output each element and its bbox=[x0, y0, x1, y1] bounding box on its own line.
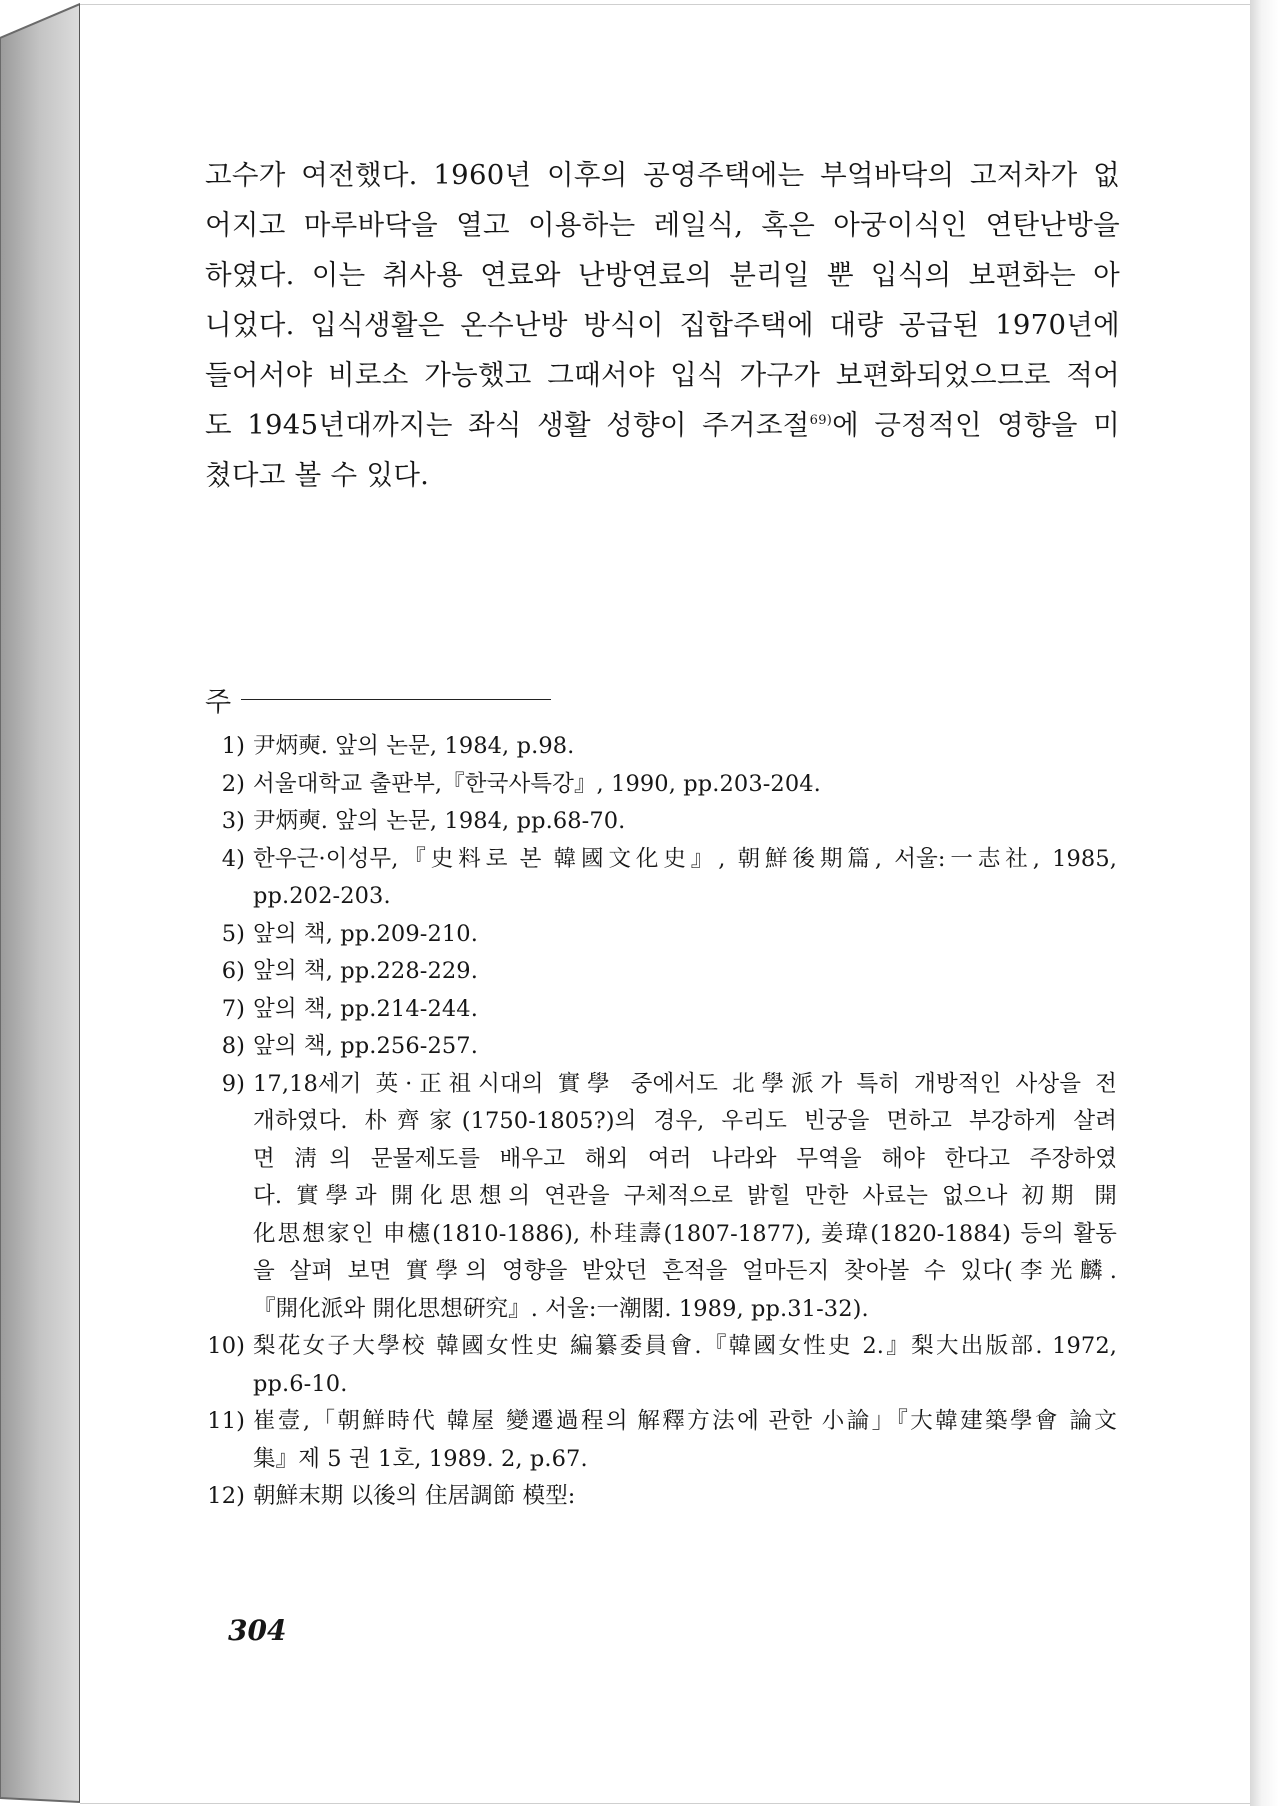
note-item bbox=[205, 1478, 1117, 1516]
body-line: 들어서야 비로소 가능했고 그때서야 입식 가구가 보편화되었으므로 적어 bbox=[205, 359, 1120, 391]
note-line: 다. 實學과 開化思想의 연관을 구체적으로 밝힐 만한 사료는 없으나 初期 開 bbox=[253, 1183, 1117, 1209]
book-spine bbox=[0, 0, 80, 1806]
body-line-part: 도 1945년대까지는 좌식 생활 성향이 주거조절 bbox=[205, 409, 810, 441]
note-line: 서울대학교 출판부,『한국사특강』, 1990, pp.203-204. bbox=[253, 770, 821, 797]
notes-list bbox=[205, 728, 1117, 1516]
note-item bbox=[205, 916, 1117, 954]
note-line: 앞의 책, pp.256-257. bbox=[253, 1033, 478, 1059]
footnote-ref: 69) bbox=[809, 412, 833, 428]
note-number: 6) bbox=[221, 958, 245, 984]
body-line-with-footnote bbox=[205, 400, 1120, 450]
body-line: 어지고 마루바닥을 열고 이용하는 레일식, 혹은 아궁이식인 연탄난방을 bbox=[205, 209, 1120, 241]
note-item bbox=[205, 766, 1117, 804]
note-item bbox=[205, 1403, 1117, 1478]
notes-heading bbox=[205, 680, 551, 719]
note-number: 12) bbox=[207, 1483, 245, 1509]
note-number: 4) bbox=[221, 845, 245, 872]
note-line: 앞의 책, pp.209-210. bbox=[253, 920, 478, 947]
note-number: 7) bbox=[221, 995, 245, 1022]
note-item bbox=[205, 728, 1117, 766]
note-item bbox=[205, 841, 1117, 916]
note-item bbox=[205, 1328, 1117, 1403]
note-item bbox=[205, 1066, 1117, 1329]
note-item bbox=[205, 953, 1117, 991]
note-number: 11) bbox=[207, 1408, 245, 1434]
note-line: 개하였다. 朴齊家(1750-1805?)의 경우, 우리도 빈궁을 면하고 부강하게 살려 bbox=[253, 1108, 1117, 1134]
note-line: 앞의 책, pp.228-229. bbox=[253, 958, 478, 984]
body-line: 쳤다고 볼 수 있다. bbox=[205, 459, 430, 491]
note-line: 集』제 5 권 1호, 1989. 2, p.67. bbox=[253, 1445, 588, 1472]
notes-divider bbox=[241, 699, 551, 700]
note-line: pp.6-10. bbox=[253, 1370, 348, 1397]
note-number: 2) bbox=[221, 770, 245, 797]
note-line: 한우근·이성무,『史料로 본 韓國文化史』, 朝鮮後期篇, 서울:一志社, 1985, bbox=[253, 845, 1117, 872]
note-line: 化思想家인 申櫶(1810-1886), 朴珪壽(1807-1877), 姜瑋(1820-1884) 등의 활동 bbox=[253, 1220, 1117, 1247]
note-number: 1) bbox=[221, 733, 245, 759]
body-paragraph bbox=[205, 150, 1120, 500]
page-number: 304 bbox=[228, 1614, 287, 1647]
body-line-part: 에 긍정적인 영향을 미 bbox=[832, 409, 1120, 441]
note-line: 『開化派와 開化思想硏究』. 서울:一潮閣. 1989, pp.31-32). bbox=[253, 1295, 869, 1322]
note-item bbox=[205, 991, 1117, 1029]
note-line: 면 淸의 문물제도를 배우고 해외 여러 나라와 무역을 해야 한다고 주장하였 bbox=[253, 1145, 1117, 1172]
note-line: 앞의 책, pp.214-244. bbox=[253, 995, 478, 1022]
note-item bbox=[205, 803, 1117, 841]
body-line: 고수가 여전했다. 1960년 이후의 공영주택에는 부엌바닥의 고저차가 없 bbox=[205, 159, 1120, 191]
note-line: 17,18세기 英·正祖시대의 實學 중에서도 北學派가 특히 개방적인 사상을 전 bbox=[253, 1070, 1117, 1097]
note-number: 9) bbox=[221, 1070, 245, 1097]
page-edge-shadow bbox=[1250, 0, 1279, 1806]
note-line: pp.202-203. bbox=[253, 883, 391, 909]
body-line: 니었다. 입식생활은 온수난방 방식이 집합주택에 대량 공급된 1970년에 bbox=[205, 309, 1120, 341]
note-line: 을 살펴 보면 實學의 영향을 받았던 흔적을 얼마든지 찾아볼 수 있다(李光麟. bbox=[253, 1258, 1117, 1284]
note-line: 尹炳奭. 앞의 논문, 1984, pp.68-70. bbox=[253, 808, 626, 834]
notes-heading-label: 주 bbox=[205, 687, 232, 718]
note-number: 8) bbox=[221, 1033, 245, 1059]
note-number: 5) bbox=[221, 920, 245, 947]
note-number: 10) bbox=[207, 1333, 245, 1359]
note-line: 朝鮮末期 以後의 住居調節 模型: bbox=[253, 1483, 576, 1509]
note-line: 尹炳奭. 앞의 논문, 1984, p.98. bbox=[253, 733, 575, 759]
note-line: 梨花女子大學校 韓國女性史 編纂委員會.『韓國女性史 2.』梨大出版部. 1972, bbox=[253, 1333, 1117, 1359]
note-number: 3) bbox=[221, 808, 245, 834]
body-line: 하였다. 이는 취사용 연료와 난방연료의 분리일 뿐 입식의 보편화는 아 bbox=[205, 259, 1120, 291]
note-item bbox=[205, 1028, 1117, 1066]
note-line: 崔壹,「朝鮮時代 韓屋 變遷過程의 解釋方法에 관한 小論」『大韓建築學會 論文 bbox=[253, 1408, 1117, 1434]
